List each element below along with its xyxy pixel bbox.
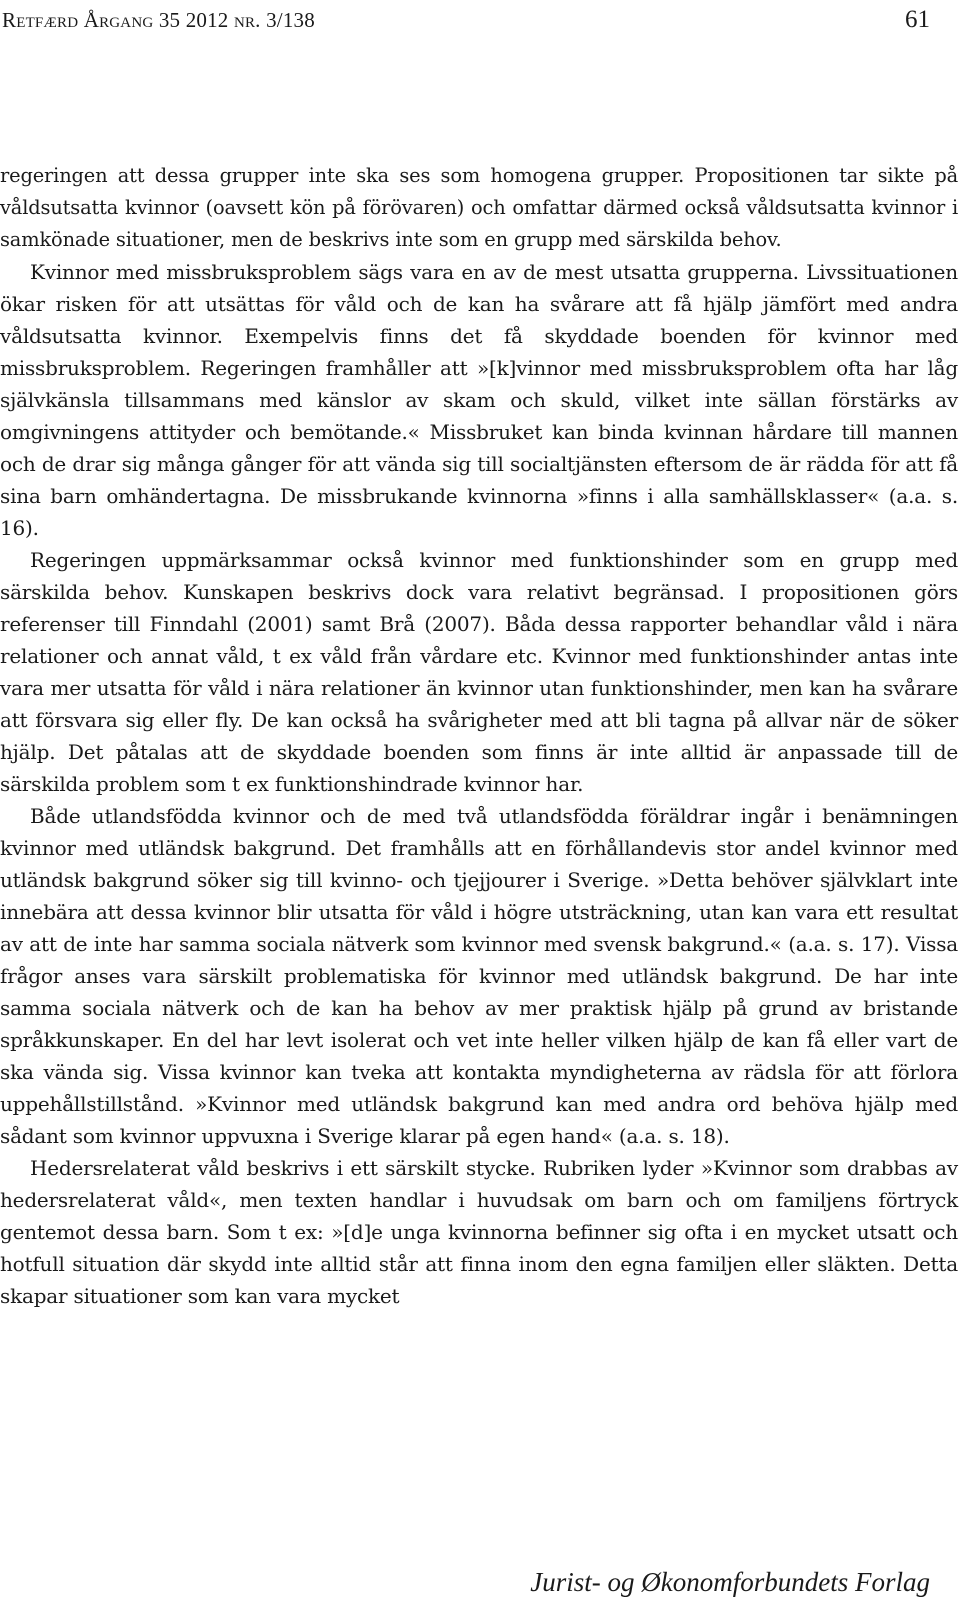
body-text xyxy=(0,160,958,1312)
running-header xyxy=(2,6,930,42)
journal-title: Retfærd Årgang 35 2012 nr. 3/138 xyxy=(2,8,315,32)
page-number: 61 xyxy=(905,6,930,33)
paragraph-disability: Regeringen uppmärksammar också kvinnor med funktionshinder som en grupp med särskilda behov. Kunskapen beskrivs dock vara relativt begränsad. I propositionen görs referenser till Finndahl (2001) samt Brå (2007). Båda dessa rapporter behandlar våld i nära relationer och annat våld, t ex våld från vårdare etc. Kvinnor med funktionshinder antas inte vara mer utsatta för våld i nära relationer än kvinnor utan funktionshinder, men kan ha svårare att försvara sig eller fly. De kan också ha svårigheter med att bli tagna på allvar när de söker hjälp. Det påtalas att de skyddade boenden som finns är inte alltid är anpassade till de särskilda problem som t ex funktionshindrade kvinnor har. xyxy=(0,548,958,796)
publisher-footer: Jurist- og Økonomforbundets Forlag xyxy=(530,1567,930,1597)
paragraph-foreign-background: Både utlandsfödda kvinnor och de med två utlandsfödda föräldrar ingår i benämningen kvinnor med utländsk bakgrund. Det framhålls att en förhållandevis stor andel kvinnor med utländsk bakgrund söker sig till kvinno- och tjejjourer i Sverige. »Detta behöver självklart inte innebära att dessa kvinnor blir utsatta för våld i högre utsträckning, utan kan vara ett resultat av att de inte har samma sociala nätverk som kvinnor med svensk bakgrund.« (a.a. s. 17). Vissa frågor anses vara särskilt problematiska för kvinnor med utländsk bakgrund. De har inte samma sociala nätverk och de kan ha behov av mer praktisk hjälp på grund av bristande språkkunskaper. En del har levt isolerat och vet inte heller vilken hjälp de kan få eller vart de ska vända sig. Vissa kvinnor kan tveka att kontakta myndigheterna av rädsla för att förlora uppehållstillstånd. »Kvinnor med utländsk bakgrund kan med andra ord behöva hjälp med sådant som kvinnor uppvuxna i Sverige klarar på egen hand« (a.a. s. 18). xyxy=(0,804,958,1148)
paragraph-honor-violence: Hedersrelaterat våld beskrivs i ett särskilt stycke. Rubriken lyder »Kvinnor som drabbas av hedersrelaterat våld«, men texten handlar i huvudsak om barn och om familjens förtryck gentemot dessa barn. Som t ex: »[d]e unga kvinnorna befinner sig ofta i en mycket utsatt och hotfull situation där skydd inte alltid står att finna inom den egna familjen eller släkten. Detta skapar situationer som kan vara mycket xyxy=(0,1156,958,1308)
paragraph-substance-abuse: Kvinnor med missbruksproblem sägs vara en av de mest utsatta grupperna. Livssituationen ökar risken för att utsättas för våld och de kan ha svårare att få hjälp jämfört med andra våldsutsatta kvinnor. Exempelvis finns det få skyddade boenden för kvinnor med missbruksproblem. Regeringen framhåller att »[k]vinnor med missbruksproblem ofta har låg självkänsla tillsammans med känslor av skam och skuld, vilket inte sällan förstärks av omgivningens attityder och bemötande.« Missbruket kan binda kvinnan hårdare till mannen och de drar sig många gånger för att vända sig till socialtjänsten eftersom de är rädda för att få sina barn omhändertagna. De missbrukande kvinnorna »finns i alla samhällsklasser« (a.a. s. 16). xyxy=(0,260,958,540)
paragraph-continuation: regeringen att dessa grupper inte ska ses som homogena grupper. Propositionen tar sikte på våldsutsatta kvinnor (oavsett kön på förövaren) och omfattar därmed också våldsutsatta kvinnor i samkönade situationer, men de beskrivs inte som en grupp med särskilda behov. xyxy=(0,164,958,251)
